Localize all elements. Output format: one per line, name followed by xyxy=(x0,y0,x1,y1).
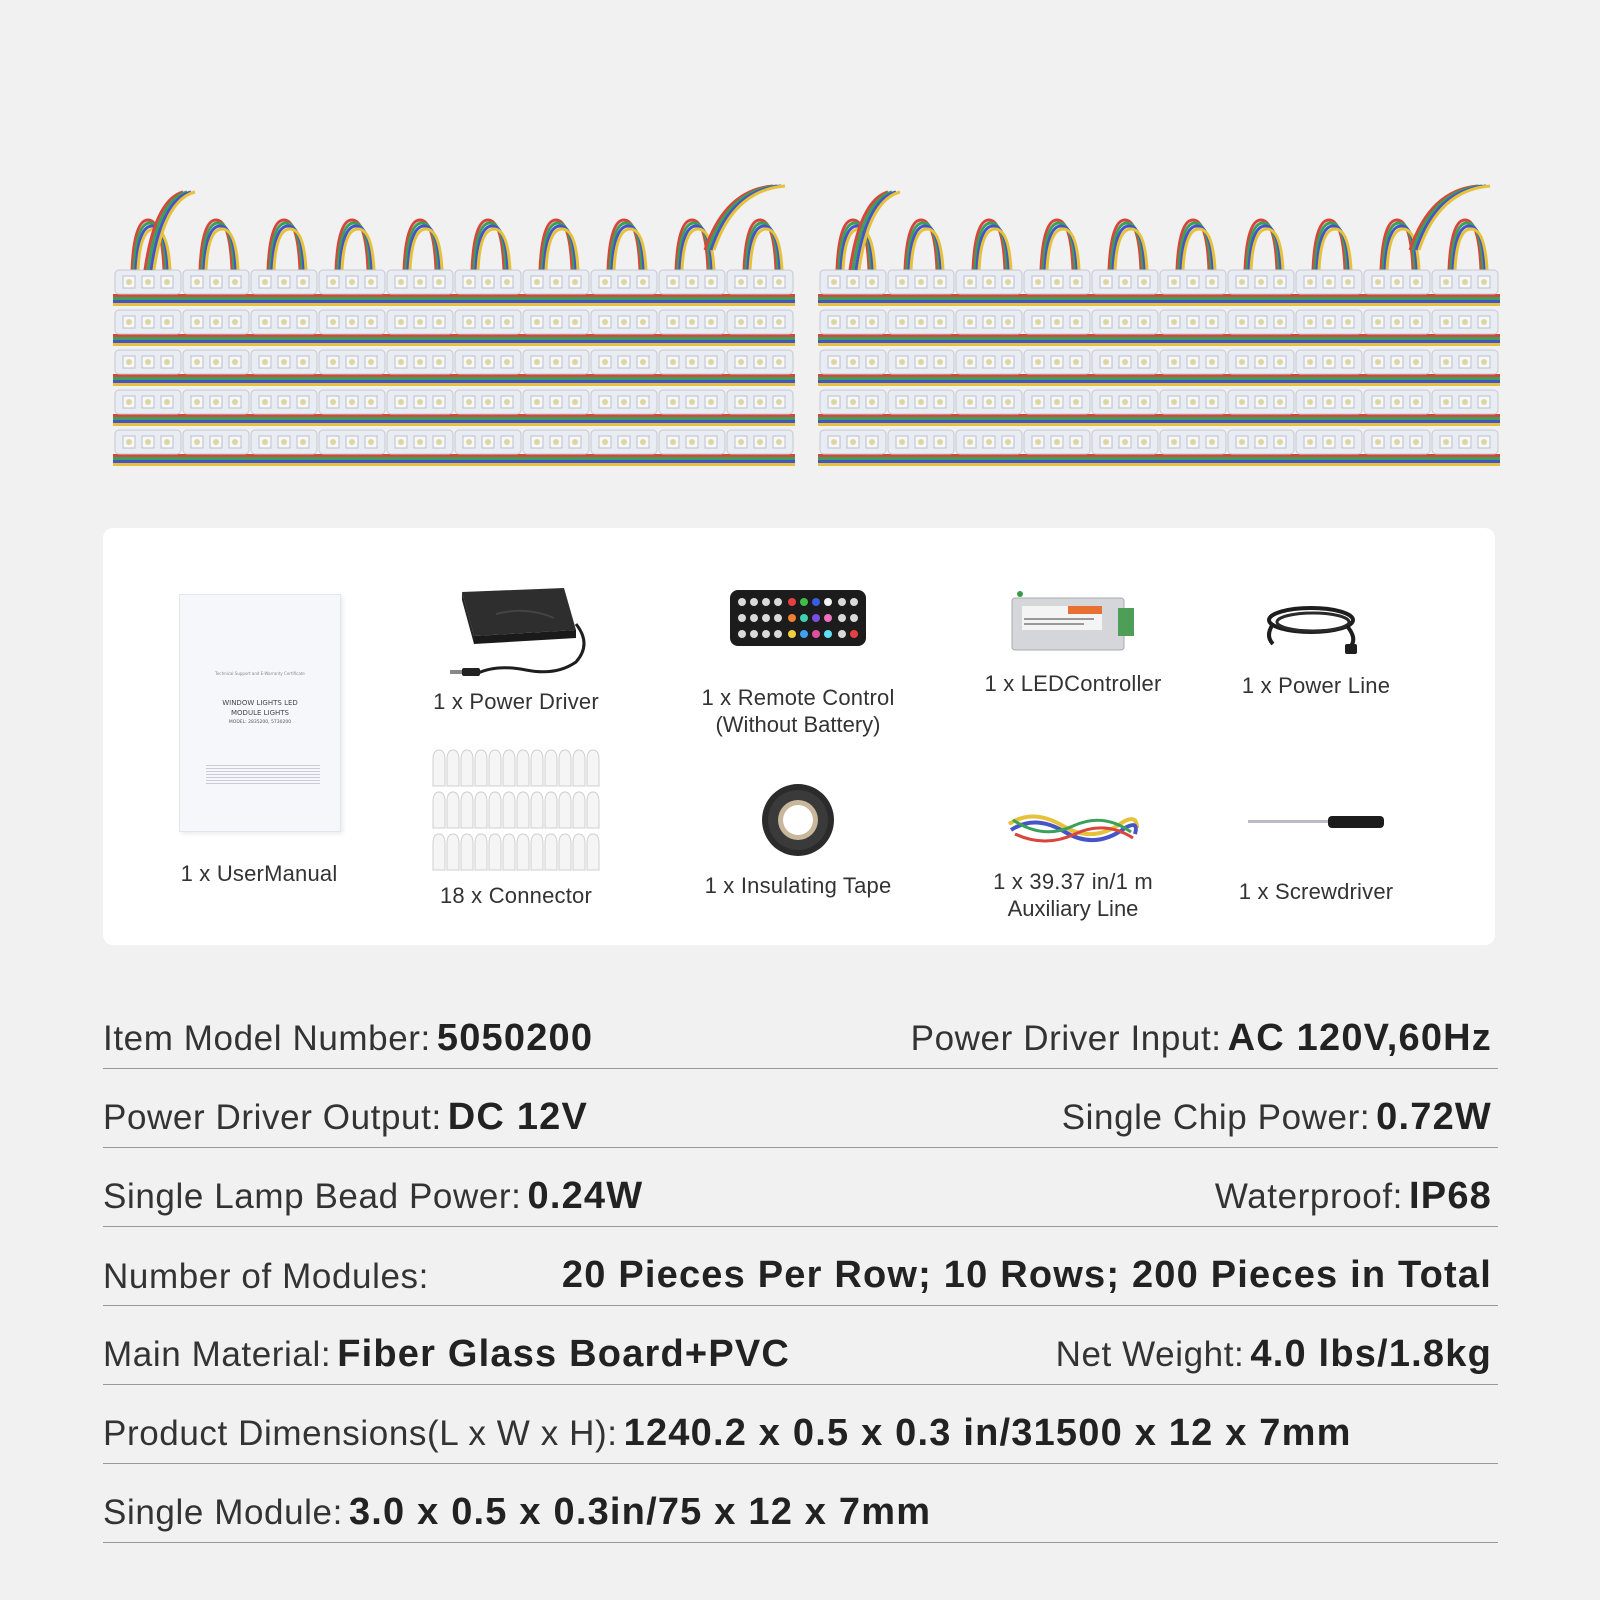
spec-row-5 xyxy=(103,1306,1498,1385)
single-module-label: Single Module: xyxy=(103,1493,343,1532)
power-driver-input-label: Power Driver Input: xyxy=(910,1019,1222,1058)
single-module xyxy=(103,1491,931,1534)
power-driver-input-value: AC 120V,60Hz xyxy=(1227,1017,1492,1059)
net-weight-label: Net Weight: xyxy=(1055,1335,1245,1374)
auxiliary-line-item xyxy=(968,804,1178,922)
led-module-bank-right xyxy=(810,180,1500,490)
led-controller-image xyxy=(1008,588,1138,658)
remote-control-label-line1: 1 x Remote Control xyxy=(701,685,895,710)
screwdriver-label: 1 x Screwdriver xyxy=(1238,879,1394,904)
power-line-item xyxy=(1221,598,1411,699)
product-dimensions-value: 1240.2 x 0.5 x 0.3 in/31500 x 12 x 7mm xyxy=(623,1412,1352,1454)
auxiliary-line-image xyxy=(1003,804,1143,854)
number-of-modules-value-cell xyxy=(562,1254,1492,1297)
waterproof-label: Waterproof: xyxy=(1214,1177,1404,1216)
package-contents-card xyxy=(103,528,1495,945)
user-manual-image xyxy=(179,594,341,832)
power-line-image xyxy=(1261,598,1371,658)
number-of-modules xyxy=(103,1257,435,1297)
led-controller-label: 1 x LEDController xyxy=(984,671,1162,696)
connector-item xyxy=(421,746,611,909)
connector-image xyxy=(431,746,601,874)
power-line-label: 1 x Power Line xyxy=(1241,673,1391,698)
product-dimensions xyxy=(103,1412,1352,1455)
spec-row-6 xyxy=(103,1385,1498,1464)
user-manual-label: 1 x UserManual xyxy=(180,861,338,886)
specifications-table xyxy=(103,990,1498,1543)
number-of-modules-label: Number of Modules: xyxy=(103,1257,429,1296)
single-lamp-bead-power xyxy=(103,1175,643,1218)
insulating-tape-label: 1 x Insulating Tape xyxy=(704,873,892,898)
screwdriver-item xyxy=(1221,810,1411,905)
manual-heading-small: Technical Support and E-Warranty Certificate xyxy=(215,671,305,676)
spec-row-7 xyxy=(103,1464,1498,1543)
main-material-label: Main Material: xyxy=(103,1335,332,1374)
insulating-tape-image xyxy=(758,780,838,860)
remote-control-item xyxy=(683,588,913,738)
power-driver-output-label: Power Driver Output: xyxy=(103,1098,442,1137)
power-driver-item xyxy=(421,584,611,715)
net-weight xyxy=(1056,1333,1492,1376)
single-lamp-bead-power-value: 0.24W xyxy=(527,1175,644,1217)
power-driver-output-value: DC 12V xyxy=(447,1096,589,1138)
power-driver-output xyxy=(103,1096,588,1139)
screwdriver-image xyxy=(1246,810,1386,834)
spec-row-2 xyxy=(103,1069,1498,1148)
waterproof xyxy=(1215,1175,1492,1218)
led-controller-item xyxy=(968,588,1178,697)
connector-label: 18 x Connector xyxy=(440,883,592,908)
waterproof-value: IP68 xyxy=(1409,1175,1492,1217)
main-material xyxy=(103,1333,790,1376)
auxiliary-line-label-line2: Auxiliary Line xyxy=(1007,896,1139,921)
insulating-tape-item xyxy=(683,780,913,899)
remote-control-image xyxy=(728,588,868,648)
net-weight-value: 4.0 lbs/1.8kg xyxy=(1250,1333,1492,1375)
manual-text-block xyxy=(206,763,320,785)
spec-row-4 xyxy=(103,1227,1498,1306)
item-model-number-value: 5050200 xyxy=(436,1017,594,1059)
spec-row-3 xyxy=(103,1148,1498,1227)
single-lamp-bead-power-label: Single Lamp Bead Power: xyxy=(103,1177,522,1216)
power-driver-image xyxy=(436,584,596,684)
item-model-number xyxy=(103,1017,593,1060)
item-model-number-label: Item Model Number: xyxy=(103,1019,431,1058)
single-chip-power-label: Single Chip Power: xyxy=(1061,1098,1371,1137)
power-driver-label: 1 x Power Driver xyxy=(433,689,599,714)
manual-model: MODEL: 2835200, 5730200 xyxy=(228,720,292,725)
spec-row-1 xyxy=(103,990,1498,1069)
manual-title-line1: WINDOW LIGHTS LED xyxy=(222,699,298,707)
manual-title-line2: MODULE LIGHTS xyxy=(231,709,289,717)
single-chip-power xyxy=(1062,1096,1492,1139)
single-chip-power-value: 0.72W xyxy=(1376,1096,1492,1138)
led-module-photo xyxy=(100,180,1500,490)
product-dimensions-label: Product Dimensions(L x W x H): xyxy=(103,1414,618,1453)
remote-control-label-line2: (Without Battery) xyxy=(715,712,881,737)
led-module-bank-left xyxy=(105,180,795,490)
user-manual-item xyxy=(179,594,339,887)
main-material-value: Fiber Glass Board+PVC xyxy=(337,1333,791,1375)
number-of-modules-value: 20 Pieces Per Row; 10 Rows; 200 Pieces in Total xyxy=(561,1254,1492,1296)
single-module-value: 3.0 x 0.5 x 0.3in/75 x 12 x 7mm xyxy=(348,1491,932,1533)
power-driver-input xyxy=(911,1017,1492,1060)
auxiliary-line-label-line1: 1 x 39.37 in/1 m xyxy=(993,869,1153,894)
